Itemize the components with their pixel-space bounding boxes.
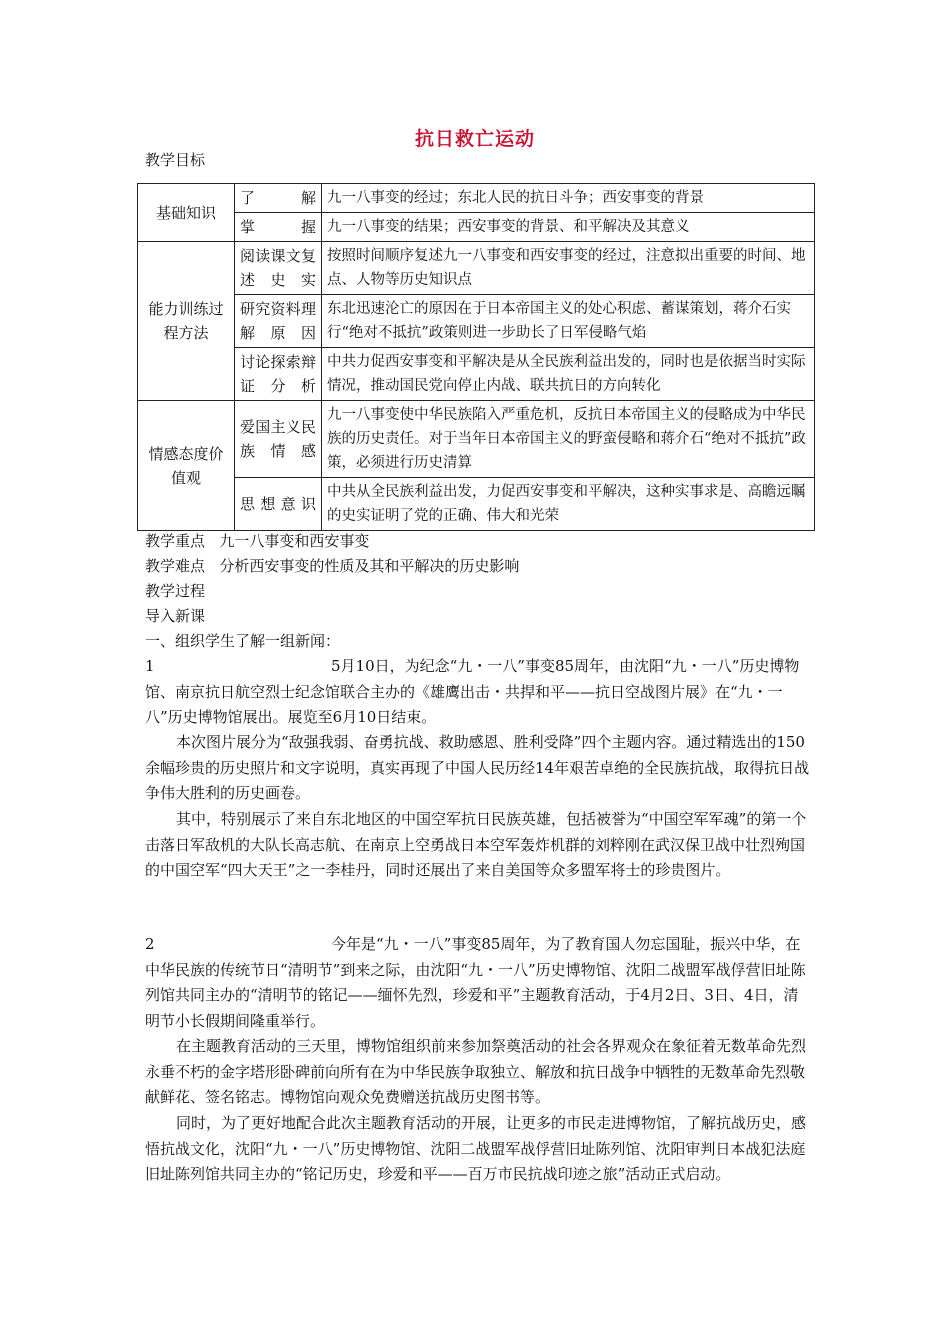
news2-text-1: 今年是“九・一八”事变85周年，为了教育国人勿忘国耻，振兴中华，在中华民族的传统节日“清明节”到来之际，由沈阳“九・一八”历史博物馆、沈阳二战盟军战俘营旧址陈列馆共同主办的“清明节的铭记——缅怀先烈，珍爱和平”主题教育活动，于4月2日、3日、4日，清明节小长假期间隆重举行。 [145,935,806,1030]
row-content: 九一八事变的结果；西安事变的背景、和平解决及其意义 [322,213,815,242]
news2-number: 2 [145,935,155,953]
news1-text-1: 5月10日，为纪念“九・一八”事变85周年，由沈阳“九・一八”历史博物馆、南京抗日航空烈士纪念馆联合主办的《雄鹰出击・共捍和平——抗日空战图片展》在“九・一八”历史博物馆展出。展览至6月10日结束。 [145,657,800,726]
goals-heading: 教学目标 [145,151,206,169]
news1-number: 1 [145,657,155,675]
key-points-label: 教学重点 [145,532,206,550]
row-content: 九一八事变的经过；东北人民的抗日斗争；西安事变的背景 [322,184,815,213]
row-content: 东北迅速沦亡的原因在于日本帝国主义的处心积虑、蓄谋策划，蒋介石实行“绝对不抵抗”政策则进一步助长了日军侵略气焰 [322,295,815,348]
difficulties-line [145,554,519,578]
table-row [138,478,815,531]
row-label: 讨论探索辩证分析 [235,348,322,401]
row-content: 九一八事变使中华民族陷入严重危机，反抗日本帝国主义的侵略成为中华民族的历史责任。对于当年日本帝国主义的野蛮侵略和蒋介石“绝对不抵抗”政策，必须进行历史清算 [322,401,815,478]
key-points-line [145,529,369,553]
news1-paragraph-3: 其中，特别展示了来自东北地区的中国空军抗日民族英雄，包括被誉为“中国空军军魂”的第一个击落日军敌机的大队长高志航、在南京上空勇战日本空军轰炸机群的刘粹刚在武汉保卫战中壮烈殉国的中国空军“四大天王”之一李桂丹，同时还展出了来自美国等众多盟军将士的珍贵图片。 [145,810,807,879]
table-row [138,213,815,242]
table-row [138,184,815,213]
category-basic: 基础知识 [138,184,235,242]
category-emotion: 情感态度价值观 [138,401,235,531]
difficulties-label: 教学难点 [145,557,206,575]
row-label: 阅读课文复述史实 [235,242,322,295]
document-title: 抗日救亡运动 [414,128,535,150]
row-label: 了 解 [235,184,322,213]
row-label: 研究资料理解原因 [235,295,322,348]
row-content: 中共力促西安事变和平解决是从全民族利益出发的，同时也是依据当时实际情况，推动国民党向停止内战、联共抗日的方向转化 [322,348,815,401]
news2-paragraph-3: 同时，为了更好地配合此次主题教育活动的开展，让更多的市民走进博物馆，了解抗战历史，感悟抗战文化，沈阳“九・一八”历史博物馆、沈阳二战盟军战俘营旧址陈列馆、沈阳审判日本战犯法庭旧址陈列馆共同主办的“铭记历史，珍爱和平——百万市民抗战印迹之旅”活动正式启动。 [145,1114,807,1183]
section1-heading: 一、组织学生了解一组新闻： [145,632,341,650]
row-content: 中共从全民族利益出发，力促西安事变和平解决，这种实事求是、高瞻远瞩的史实证明了党的正确、伟大和光荣 [322,478,815,531]
intro-heading: 导入新课 [145,607,206,625]
news2-paragraph-2: 在主题教育活动的三天里，博物馆组织前来参加祭奠活动的社会各界观众在象征着无数革命先烈永垂不朽的金字塔形卧碑前向所有在为中华民族争取独立、解放和抗日战争中牺牲的无数革命先烈敬献鲜花、签名铭志。博物馆向观众免费赠送抗战历史图书等。 [145,1037,807,1106]
row-content: 按照时间顺序复述九一八事变和西安事变的经过，注意拟出重要的时间、地点、人物等历史知识点 [322,242,815,295]
news1-paragraph-1 [145,654,810,731]
process-heading: 教学过程 [145,582,206,600]
row-label: 思想意识 [235,478,322,531]
table-row [138,295,815,348]
table-row [138,242,815,295]
teaching-goals-table [137,183,815,531]
news2-paragraph-1 [145,932,810,1034]
difficulties-value: 分析西安事变的性质及其和平解决的历史影响 [219,557,520,575]
row-label: 爱国主义民族情感 [235,401,322,478]
table-row [138,401,815,478]
category-ability: 能力训练过程方法 [138,242,235,401]
table-row [138,348,815,401]
row-label: 掌 握 [235,213,322,242]
key-points-value: 九一八事变和西安事变 [219,532,370,550]
news1-paragraph-2: 本次图片展分为“敌强我弱、奋勇抗战、救助感恩、胜利受降”四个主题内容。通过精选出的150余幅珍贵的历史照片和文字说明，真实再现了中国人民历经14年艰苦卓绝的全民族抗战，取得抗日战争伟大胜利的历史画卷。 [145,733,810,802]
